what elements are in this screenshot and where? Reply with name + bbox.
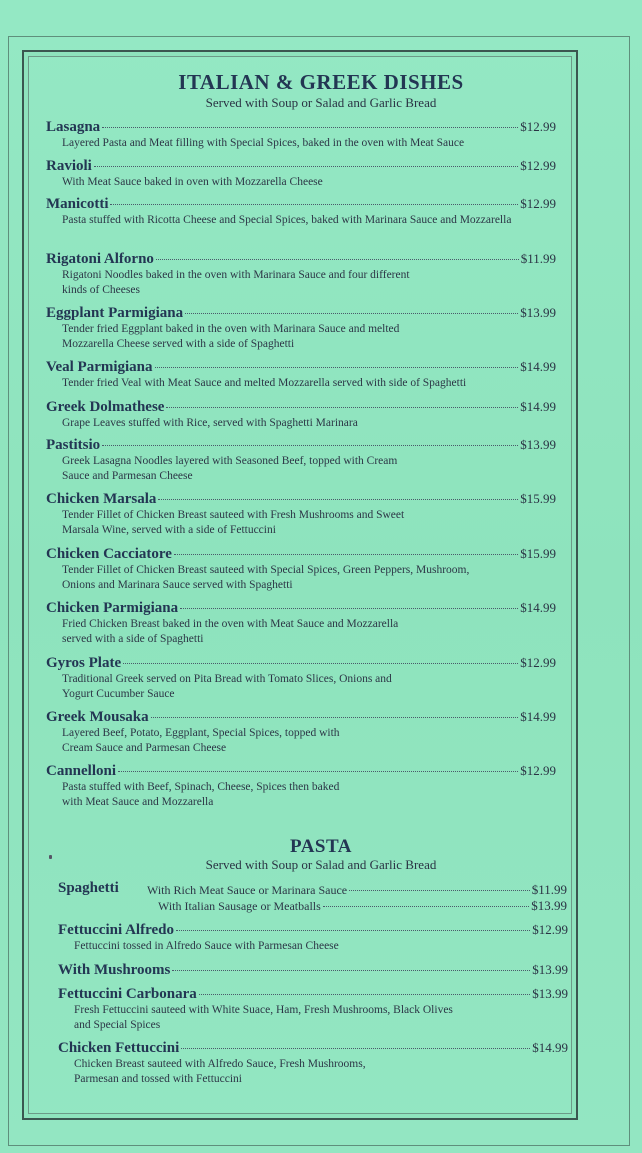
item-description: Pasta stuffed with Ricotta Cheese and Special Spices, baked with Marinara Sauce and Mozzarella <box>62 214 512 226</box>
item-name: Ravioli <box>46 158 92 174</box>
item-name: Gyros Plate <box>46 655 122 671</box>
item-price: $14.99 <box>520 709 556 724</box>
item-price: $12.99 <box>520 655 556 670</box>
item-name: Spaghetti <box>58 880 119 896</box>
item-description: Grape Leaves stuffed with Rice, served with Spaghetti Marinara <box>62 417 358 429</box>
menu-item <box>58 922 568 954</box>
item-name: With Mushrooms <box>58 962 171 978</box>
item-description: Fresh Fettuccini sauteed with White Suace, Ham, Fresh Mushrooms, Black Olives and Special Spices <box>74 1004 453 1031</box>
item-description: Traditional Greek served on Pita Bread with Tomato Slices, Onions and Yogurt Cucumber Sauce <box>62 673 392 700</box>
menu-item <box>46 763 556 810</box>
menu-item <box>46 491 556 538</box>
item-name: Veal Parmigiana <box>46 359 153 375</box>
item-description: Layered Pasta and Meat filling with Special Spices, baked in the oven with Meat Sauce <box>62 137 465 149</box>
item-description: Rigatoni Noodles baked in the oven with Marinara Sauce and four different kinds of Cheeses <box>62 269 410 296</box>
menu-item <box>46 196 556 228</box>
item-description: Tender fried Veal with Meat Sauce and melted Mozzarella served with side of Spaghetti <box>62 377 467 389</box>
item-name: Chicken Fettuccini <box>58 1040 180 1056</box>
item-name: Fettuccini Carbonara <box>58 986 197 1002</box>
item-price: $15.99 <box>520 491 556 506</box>
item-price: $13.99 <box>532 962 568 977</box>
item-name: Greek Dolmathese <box>46 399 165 415</box>
menu-item <box>46 600 556 647</box>
menu-item <box>46 709 556 756</box>
item-price: $12.99 <box>520 196 556 211</box>
menu-item <box>46 158 556 190</box>
item-name: Chicken Parmigiana <box>46 600 179 616</box>
item-description: Layered Beef, Potato, Eggplant, Special Spices, topped with Cream Sauce and Parmesan Cheese <box>62 727 340 754</box>
section-title-italian: ITALIAN & GREEK DISHES <box>178 70 464 94</box>
stray-mark <box>49 855 52 859</box>
item-price: $12.99 <box>520 158 556 173</box>
section-subtitle-pasta: Served with Soup or Salad and Garlic Bread <box>205 857 437 872</box>
item-name: Fettuccini Alfredo <box>58 922 174 938</box>
item-name: Rigatoni Alforno <box>46 251 154 267</box>
item-price: $15.99 <box>520 546 556 561</box>
menu-item <box>46 119 556 151</box>
item-name: Eggplant Parmigiana <box>46 305 184 321</box>
section-title-pasta: PASTA <box>290 836 352 857</box>
item-description: Chicken Breast sauteed with Alfredo Sauce, Fresh Mushrooms, Parmesan and tossed with Fettuccini <box>74 1058 366 1085</box>
spaghetti-option <box>147 882 567 898</box>
item-name: Greek Mousaka <box>46 709 149 725</box>
item-name: Pastitsio <box>46 437 101 453</box>
item-price: $14.99 <box>520 399 556 414</box>
item-price: $11.99 <box>520 251 556 266</box>
item-description: Tender fried Eggplant baked in the oven with Marinara Sauce and melted Mozzarella Cheese served with a side of Spaghetti <box>62 323 400 350</box>
item-name: Manicotti <box>46 196 109 212</box>
menu-item <box>46 655 556 702</box>
item-description: Tender Fillet of Chicken Breast sauteed with Fresh Mushrooms and Sweet Marsala Wine, served with a side of Fettuccini <box>62 509 405 536</box>
item-name: Chicken Cacciatore <box>46 546 172 562</box>
item-price: $14.99 <box>520 359 556 374</box>
item-price: $11.99 <box>531 882 567 897</box>
menu-item <box>58 986 568 1033</box>
item-description: Pasta stuffed with Beef, Spinach, Cheese, Spices then baked with Meat Sauce and Mozzarella <box>62 781 340 808</box>
option-text: With Italian Sausage or Meatballs <box>158 899 321 913</box>
item-description: Fettuccini tossed in Alfredo Sauce with Parmesan Cheese <box>74 940 339 952</box>
item-price: $14.99 <box>520 600 556 615</box>
item-description: Greek Lasagna Noodles layered with Seasoned Beef, topped with Cream Sauce and Parmesan Cheese <box>62 455 398 482</box>
menu-item <box>46 359 556 391</box>
item-price: $12.99 <box>520 119 556 134</box>
menu-item <box>46 399 556 431</box>
item-name: Chicken Marsala <box>46 491 157 507</box>
item-name: Cannelloni <box>46 763 117 779</box>
menu-item <box>58 962 568 979</box>
spaghetti-option <box>158 898 567 914</box>
menu-item <box>58 1040 568 1087</box>
item-price: $13.99 <box>532 986 568 1001</box>
item-price: $14.99 <box>532 1040 568 1055</box>
section-subtitle-italian: Served with Soup or Salad and Garlic Bread <box>205 95 437 110</box>
item-description: Tender Fillet of Chicken Breast sauteed with Special Spices, Green Peppers, Mushroom, Onions and Marinara Sauce served with Spaghetti <box>62 564 470 591</box>
menu-item <box>46 305 556 352</box>
item-price: $13.99 <box>520 305 556 320</box>
item-price: $12.99 <box>532 922 568 937</box>
menu-item <box>46 546 556 593</box>
item-description: Fried Chicken Breast baked in the oven with Meat Sauce and Mozzarella served with a side of Spaghetti <box>62 618 399 645</box>
item-name: Lasagna <box>46 119 101 135</box>
item-price: $13.99 <box>520 437 556 452</box>
item-description: With Meat Sauce baked in oven with Mozzarella Cheese <box>62 176 323 188</box>
option-text: With Rich Meat Sauce or Marinara Sauce <box>147 883 348 897</box>
item-price: $12.99 <box>520 763 556 778</box>
item-price: $13.99 <box>531 898 567 913</box>
menu-item <box>46 251 556 298</box>
menu-item <box>46 437 556 484</box>
